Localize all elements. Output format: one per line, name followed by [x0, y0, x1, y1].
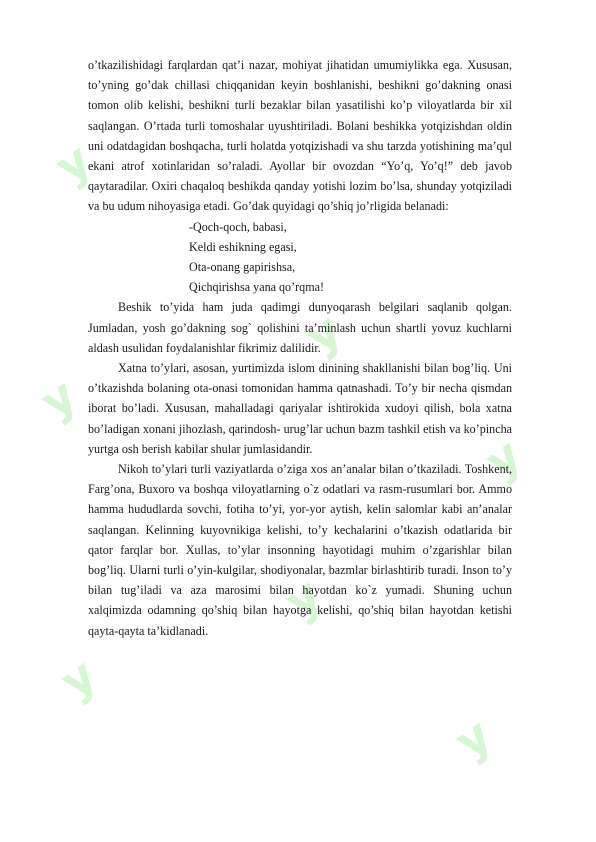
verse-line: Ota-onang gapirishsa, [189, 260, 296, 275]
svg-text:y: y [275, 567, 331, 630]
page-body [88, 55, 512, 641]
paragraph-nikoh: Nikoh to’ylari turli vaziyatlarda o’ziga xos an’analar bilan o’tkaziladi. Toshkent, Farg’ona, Buxoro va boshqa viloyatlarning o`z odatlari va rasm-rusumlari bor. Ammo hamma hududlarda sovchi, fotiha to’yi, yor-yor aytish, kelin salomlar kabi an’analar saqlangan. Kelinning kuyovnikiga kelishi, to’y kechalarini o’tkazish odatlarida bir qator farqlar bor. Xullas, to’ylar insonning hayotidagi muhim o’zgarishlar bilan bog’liq. Ularni turli o’yin-kulgilar, shodiyonalar, bazmlar birlashtirib turadi. Inson to’y bilan tug’iladi va aza marosimi bilan hayotdan ko`z yumadi. Shuning uchun xalqimizda odamning qo’shiq bilan hayotga kelishi, qo’shiq bilan hayotdan ketishi qayta-qayta ta’kidlanadi. [88, 462, 512, 638]
paragraph-intro: o’tkazilishidagi farqlardan qat’i nazar, mohiyat jihatidan umumiylikka ega. Xususan, to’yning go’dak chillasi chiqqanidan keyin boshlanishi, beshikni go’dakning onasi tomon olib kelishi, beshikni turli bezaklar bilan yasatilishi ko’p viloyatlarda bir xil saqlangan. O’rtada turli tomoshalar uyushtiriladi. Bolani beshikka yotqizishdan oldin uni odatdagidan boshqacha, turli holatda yotqizishadi va shu tarzda yotishining ma’qul ekani atrof xotinlaridan so’raladi. Ayollar bir ovozdan “Yo’q, Yo’q!” deb javob qaytaradilar. Oxiri chaqaloq beshikda qanday yotishi lozim bo’lsa, shunday yotqiziladi va bu udum nihoyasiga etadi. Go’dak quyidagi qo’shiq jo’rligida belanadi: [88, 58, 512, 214]
svg-text:y: y [50, 647, 106, 710]
verse-line: Qichqirishsa yana qo’rqma! [189, 280, 325, 295]
svg-text:y: y [30, 367, 86, 430]
svg-text:y: y [445, 707, 501, 770]
svg-text:y: y [475, 427, 531, 490]
svg-text:y: y [295, 302, 351, 365]
verse-line: Keldi eshikning egasi, [189, 239, 297, 254]
paragraph-xatna: Xatna to’ylari, asosan, yurtimizda islom dinining shakllanishi bilan bog’liq. Uni o’tkazishda bolaning ota-onasi tomonidan hamma qatnashadi. To’y bir necha qismdan iborat bo’ladi. Xususan, mahalladagi qariyalar ishtirokida xudoyi qilish, bola xatna bo’ladigan xonani jihozlash, qarindosh- urug’lar uchun bazm tashkil etish va ko’pincha yurtga osh berish kabilar shular jumlasidandir. [88, 361, 512, 456]
song-verse [189, 217, 512, 298]
svg-text:y: y [45, 132, 101, 195]
paragraph-beshik: Beshik to’yida ham juda qadimgi dunyoqarash belgilari saqlanib qolgan. Jumladan, yosh go’dakning sog` qolishini ta’minlash uchun shartli yovuz kuchlarni aldash usulidan foydalanishlar fikrimiz dalilidir. [88, 300, 512, 355]
verse-line: -Qoch-qoch, babasi, [189, 219, 287, 234]
